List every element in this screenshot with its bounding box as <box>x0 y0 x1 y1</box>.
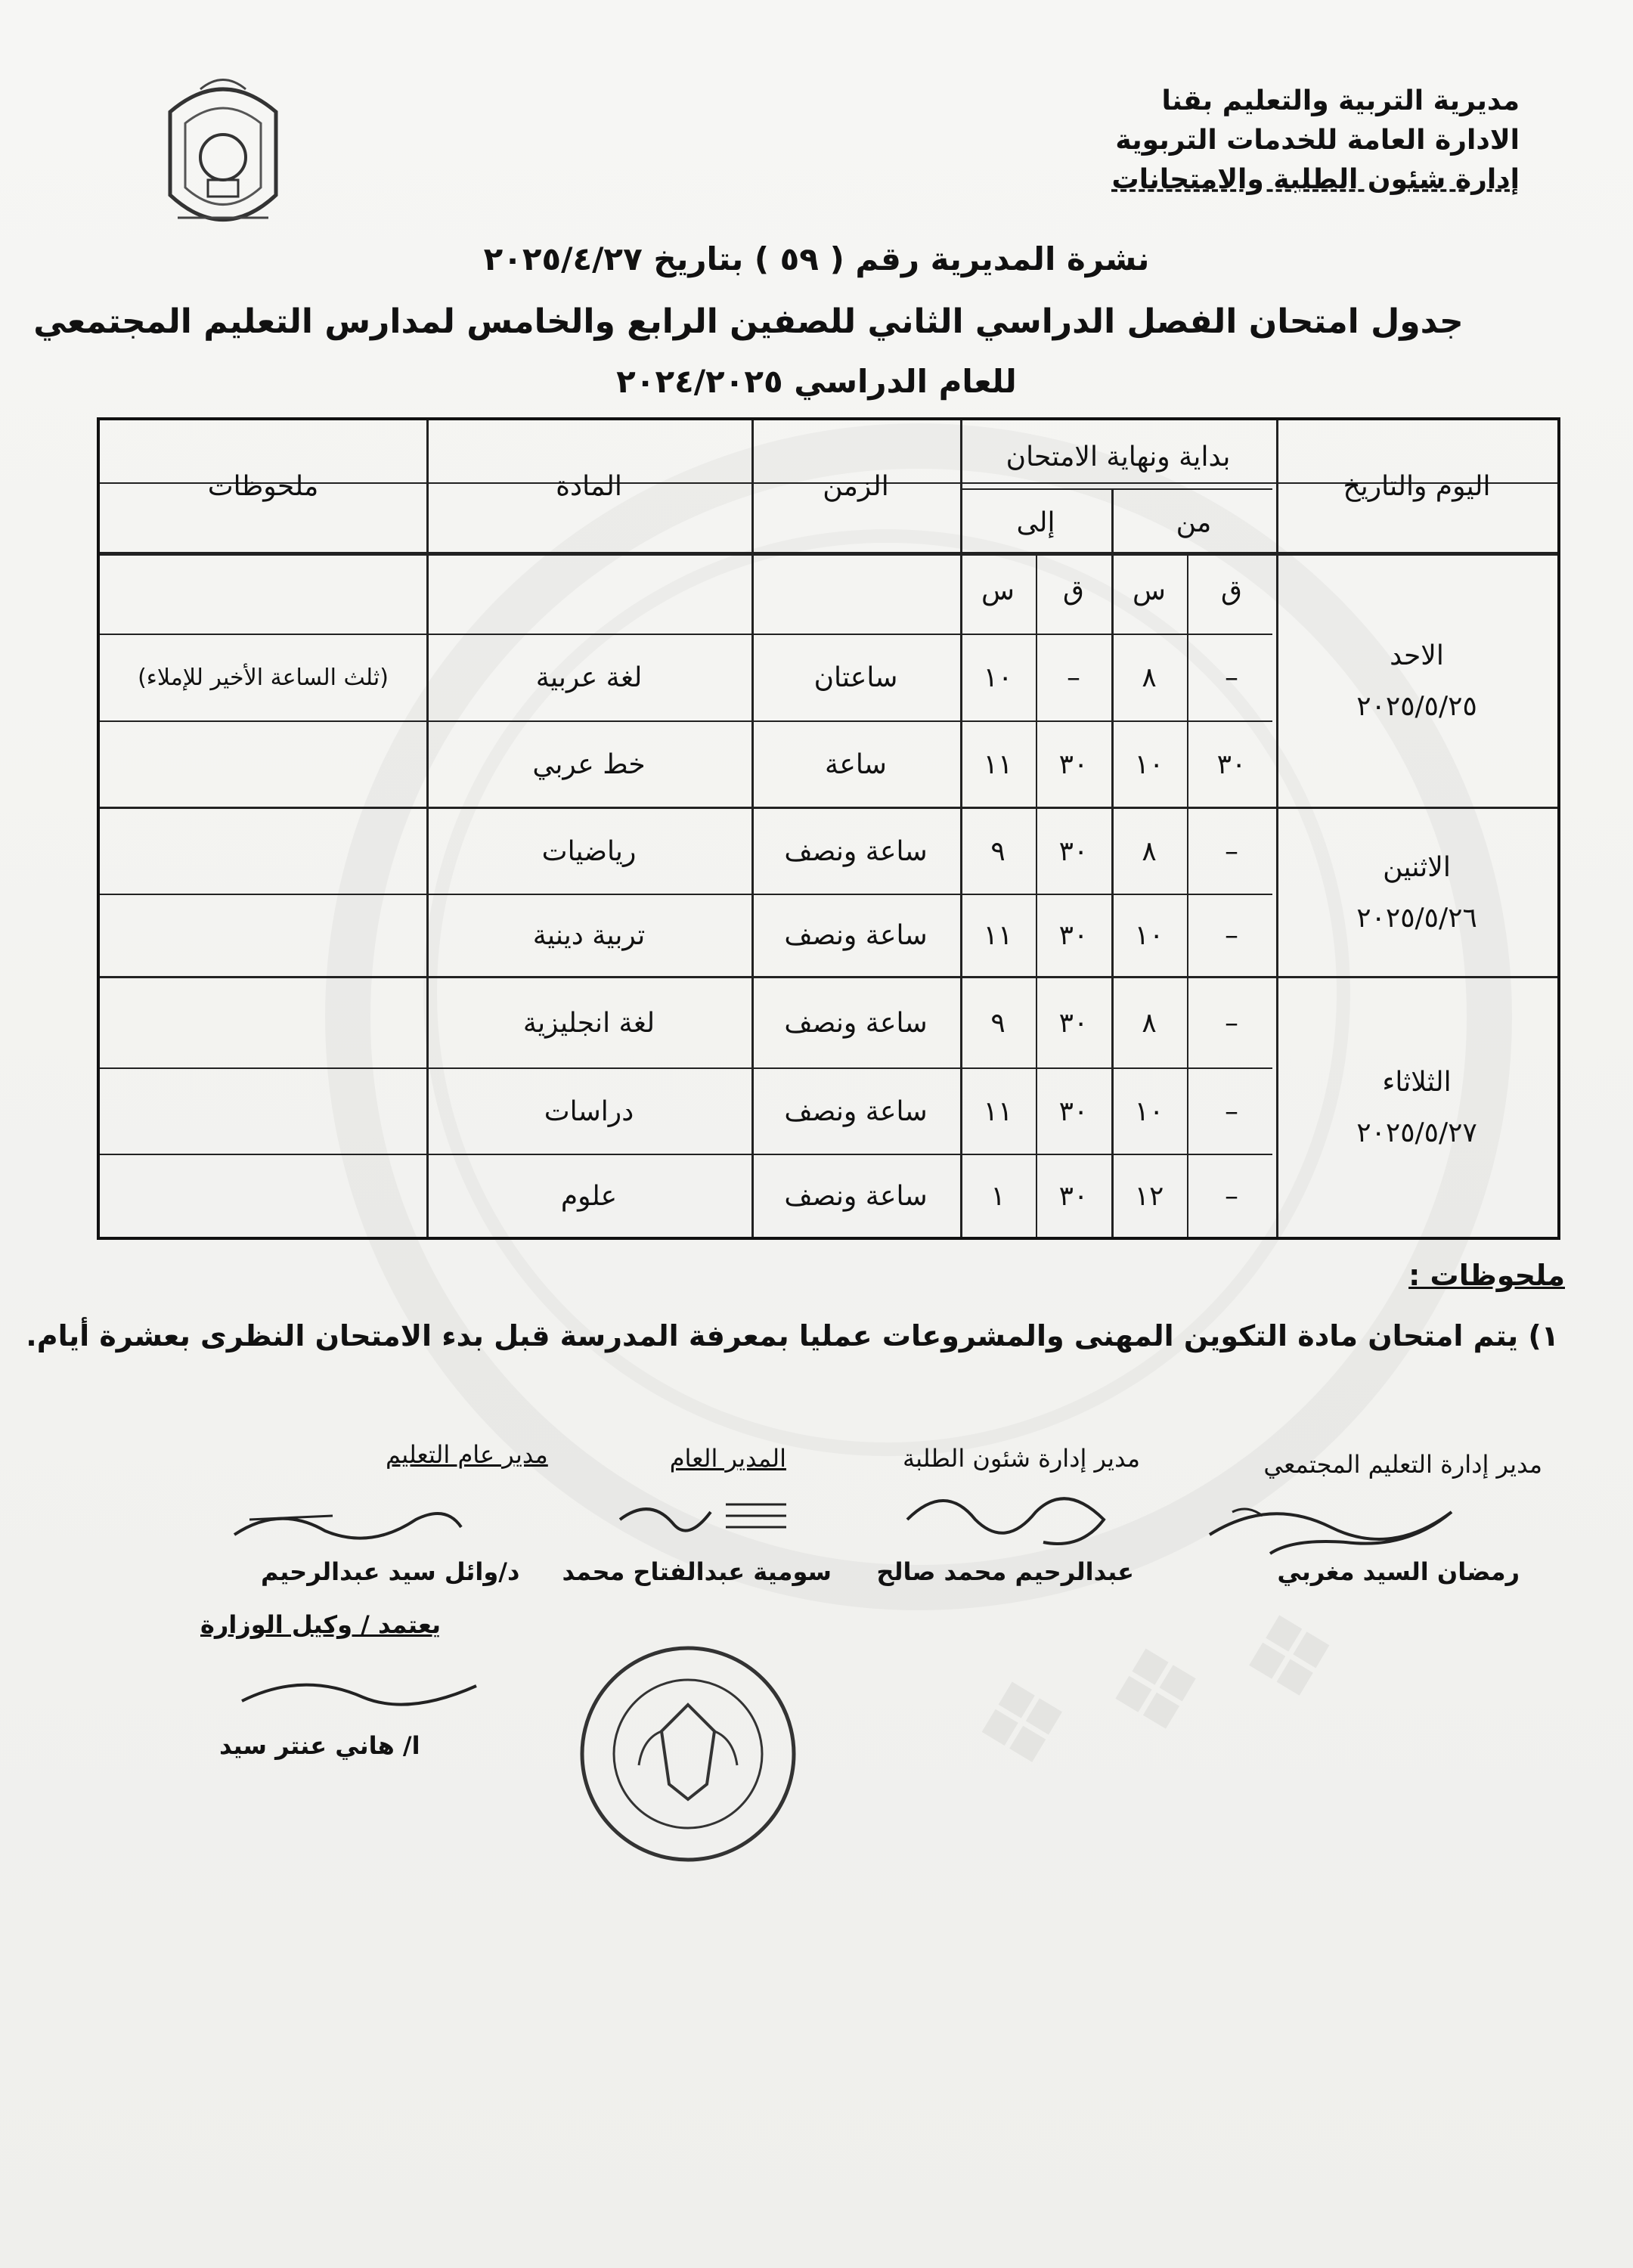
signature-name: د/وائل سيد عبدالرحيم <box>261 1557 520 1586</box>
official-seal <box>575 1641 801 1867</box>
day-date: ٢٠٢٥/٥/٢٦ <box>1356 902 1477 934</box>
unit-hour: س <box>981 575 1015 606</box>
issuer-header <box>1111 82 1520 200</box>
to-minute: – <box>1067 662 1080 693</box>
unit-hour: س <box>1133 575 1166 606</box>
subject: علوم <box>560 1180 618 1212</box>
unit-minute: ق <box>1221 575 1242 606</box>
subject: خط عربي <box>532 748 646 780</box>
unit-minute: ق <box>1063 575 1084 606</box>
to-hour: ٩ <box>990 1007 1006 1039</box>
bulletin-line: نشرة المديرية رقم ( ٥٩ ) بتاريخ ٢٠٢٥/٤/٢٧ <box>483 240 1150 277</box>
to-hour: ١ <box>990 1180 1006 1212</box>
subject: لغة عربية <box>535 662 643 693</box>
header-start-end: بداية ونهاية الامتحان <box>1006 441 1231 472</box>
issuer-line-2: الادارة العامة للخدمات التربوية <box>1115 125 1520 156</box>
approval-title: يعتمد / وكيل الوزارة <box>200 1610 442 1639</box>
day-cell <box>1276 809 1557 976</box>
from-minute: – <box>1225 1095 1238 1127</box>
subject: تربية دينية <box>532 920 646 951</box>
header-notes: ملحوظات <box>207 470 319 502</box>
watermark-text: ❖ ❖ ❖ <box>957 1582 1356 1801</box>
day-name: الاثنين <box>1383 851 1451 883</box>
from-minute: – <box>1225 662 1238 693</box>
handwritten-signature <box>892 1474 1142 1565</box>
to-minute: ٣٠ <box>1058 748 1089 780</box>
signature-title: مدير إدارة شئون الطلبة <box>902 1444 1140 1473</box>
row-note: (ثلث الساعة الأخير للإملاء) <box>138 665 389 691</box>
to-minute: ٣٠ <box>1058 835 1089 867</box>
row-note <box>100 809 426 894</box>
notes-heading: ملحوظات : <box>1408 1259 1565 1292</box>
signature-name: سومية عبدالفتاح محمد <box>562 1557 832 1586</box>
header-to: إلى <box>1016 507 1055 538</box>
row-note <box>100 1069 426 1154</box>
duration: ساعتان <box>813 662 898 693</box>
day-name: الثلاثاء <box>1382 1067 1452 1098</box>
from-hour: ١٢ <box>1134 1180 1164 1212</box>
exam-schedule-table <box>97 417 1560 1240</box>
signature-title: مدير إدارة التعليم المجتمعي <box>1263 1450 1542 1479</box>
duration: ساعة ونصف <box>784 835 928 867</box>
row-note <box>100 978 426 1067</box>
header-day-date: اليوم والتاريخ <box>1343 470 1491 502</box>
from-hour: ٨ <box>1142 1007 1157 1039</box>
day-cell <box>1276 556 1557 807</box>
from-hour: ٨ <box>1142 835 1157 867</box>
header-from: من <box>1176 507 1212 538</box>
group-subline <box>960 488 1272 490</box>
to-minute: ٣٠ <box>1058 920 1089 951</box>
schedule-title: جدول امتحان الفصل الدراسي الثاني للصفين الرابع والخامس لمدارس التعليم المجتمعي <box>33 302 1464 341</box>
to-minute: ٣٠ <box>1058 1007 1089 1039</box>
approval-name: ا/ هاني عنتر سيد <box>219 1731 420 1760</box>
to-hour: ١١ <box>983 920 1013 951</box>
handwritten-signature <box>219 1474 476 1557</box>
row-note <box>100 1155 426 1237</box>
to-minute: ٣٠ <box>1058 1180 1089 1212</box>
from-hour: ١٠ <box>1134 748 1164 780</box>
academic-year: للعام الدراسي ٢٠٢٤/٢٠٢٥ <box>616 363 1017 400</box>
from-hour: ١٠ <box>1134 1095 1164 1127</box>
from-minute: ٣٠ <box>1216 748 1247 780</box>
duration: ساعة ونصف <box>784 1095 928 1127</box>
signature-title: مدير عام التعليم <box>386 1440 548 1469</box>
handwritten-signature <box>227 1656 499 1724</box>
day-name: الاحد <box>1390 640 1444 671</box>
from-minute: – <box>1225 835 1238 867</box>
row-note <box>100 722 426 807</box>
subject: لغة انجليزية <box>522 1007 655 1039</box>
header-subject: المادة <box>556 470 622 502</box>
header-duration: الزمن <box>823 470 889 502</box>
signature-name: عبدالرحيم محمد صالح <box>876 1557 1134 1586</box>
handwritten-signature <box>605 1482 801 1557</box>
to-hour: ١١ <box>983 748 1013 780</box>
to-minute: ٣٠ <box>1058 1095 1089 1127</box>
from-minute: – <box>1225 1007 1238 1039</box>
signature-title: المدير العام <box>669 1444 786 1473</box>
to-hour: ١٠ <box>983 662 1013 693</box>
issuer-line-3: إدارة شئون الطلبة والامتحانات <box>1111 164 1520 195</box>
duration: ساعة <box>825 748 887 780</box>
from-hour: ١٠ <box>1134 920 1164 951</box>
to-hour: ١١ <box>983 1095 1013 1127</box>
day-date: ٢٠٢٥/٥/٢٥ <box>1356 691 1477 722</box>
duration: ساعة ونصف <box>784 920 928 951</box>
row-note <box>100 895 426 976</box>
issuer-line-1: مديرية التربية والتعليم بقنا <box>1161 85 1520 116</box>
duration: ساعة ونصف <box>784 1007 928 1039</box>
day-cell <box>1276 978 1557 1237</box>
from-hour: ٨ <box>1142 662 1157 693</box>
note-item: ١) يتم امتحان مادة التكوين المهنى والمشروعات عمليا بمعرفة المدرسة قبل بدء الامتحان النظرى بعشرة أيام. <box>26 1319 1559 1352</box>
duration: ساعة ونصف <box>784 1180 928 1212</box>
handwritten-signature <box>1179 1482 1512 1565</box>
subject: دراسات <box>544 1095 634 1127</box>
signature-name: رمضان السيد مغربي <box>1277 1557 1520 1586</box>
day-date: ٢٠٢٥/٥/٢٧ <box>1356 1117 1477 1148</box>
subject: رياضيات <box>541 835 637 867</box>
from-minute: – <box>1225 1180 1238 1212</box>
from-minute: – <box>1225 920 1238 951</box>
ministry-logo <box>155 67 291 248</box>
to-hour: ٩ <box>990 835 1006 867</box>
